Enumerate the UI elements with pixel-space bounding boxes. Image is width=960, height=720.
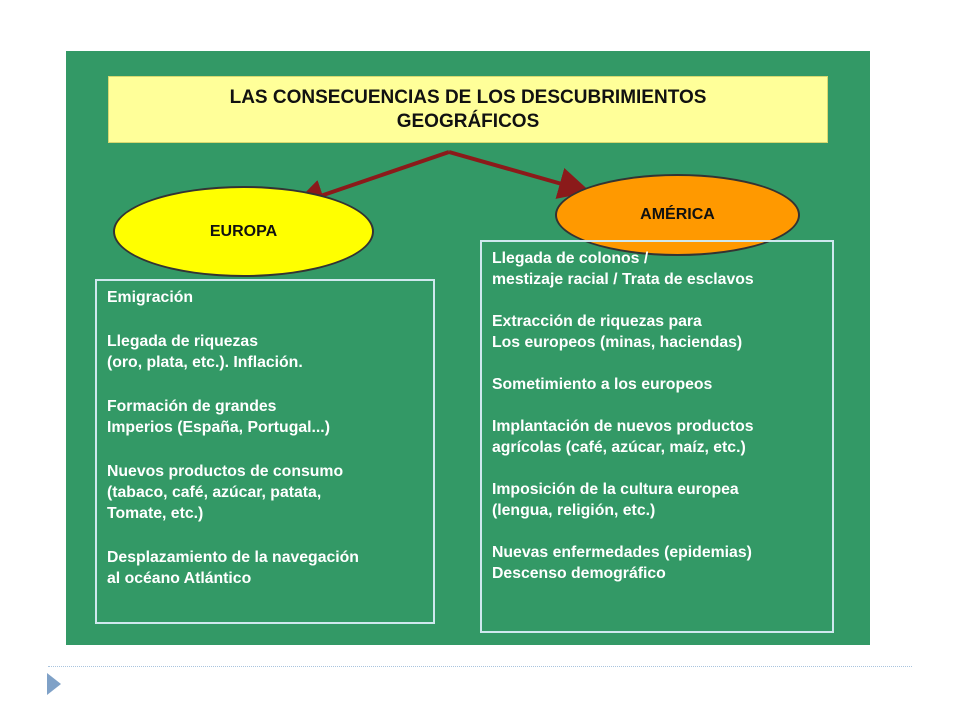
triangle-bullet-icon	[47, 673, 61, 695]
list-item: Sometimiento a los europeos	[492, 376, 713, 393]
list-item: Imposición de la cultura europea (lengua, religión, etc.)	[492, 481, 739, 519]
europa-label: EUROPA	[209, 222, 278, 240]
europa-ellipse	[113, 186, 374, 277]
list-item: Emigración	[107, 289, 194, 306]
america-consequences-box	[480, 240, 834, 633]
list-item: Nuevos productos de consumo (tabaco, café, azúcar, patata, Tomate, etc.)	[107, 463, 344, 522]
list-item: Implantación de nuevos productos agrícolas (café, azúcar, maíz, etc.)	[492, 418, 754, 456]
slide-divider	[48, 666, 912, 667]
list-item: Llegada de colonos / mestizaje racial / Trata de esclavos	[492, 250, 754, 288]
list-item: Llegada de riquezas (oro, plata, etc.). Inflación.	[107, 333, 303, 371]
list-item: Desplazamiento de la navegación al océano Atlántico	[107, 549, 359, 587]
europa-consequences-box	[95, 279, 435, 624]
title-line-1: LAS CONSECUENCIAS DE LOS DESCUBRIMIENTOS	[229, 86, 707, 108]
title-line-2: GEOGRÁFICOS	[396, 110, 540, 132]
list-item: Formación de grandes Imperios (España, Portugal...)	[107, 398, 330, 436]
arrow-to-america	[449, 152, 583, 190]
america-label: AMÉRICA	[640, 206, 715, 223]
list-item: Nuevas enfermedades (epidemias) Descenso demográfico	[492, 544, 752, 582]
diagram-panel	[66, 51, 870, 645]
list-item: Extracción de riquezas para Los europeos (minas, haciendas)	[492, 313, 743, 351]
